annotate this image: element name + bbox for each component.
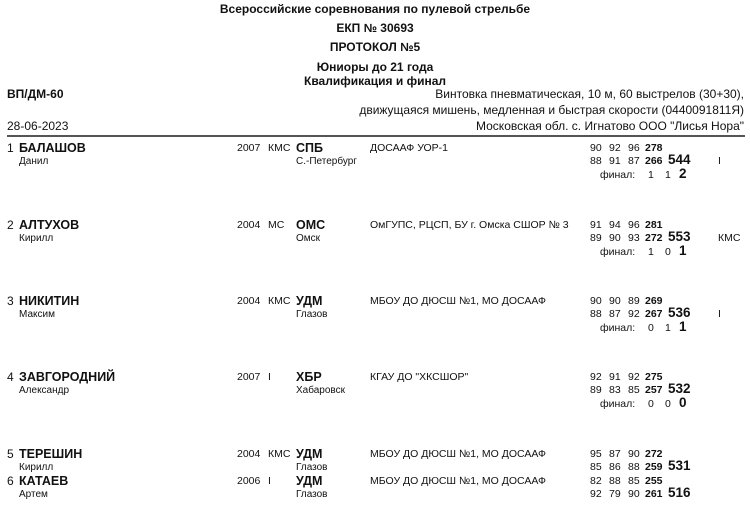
region-code: УДМ [296, 447, 323, 461]
birth-year: 2006 [237, 475, 261, 487]
region-code: УДМ [296, 294, 323, 308]
athlete-row [0, 474, 750, 514]
series1-score-1: 90 [590, 142, 602, 154]
region-code: УДМ [296, 474, 323, 488]
series1-score-3: 90 [628, 448, 640, 460]
region-code: ОМС [296, 218, 326, 232]
series2-sum: 266 [645, 155, 663, 167]
series2-score-2: 90 [609, 232, 621, 244]
series1-score-3: 96 [628, 219, 640, 231]
place: 1 [7, 141, 14, 155]
final-score-1: 1 [648, 246, 654, 258]
sport-rank: КМС [268, 142, 291, 154]
series1-score-2: 90 [609, 295, 621, 307]
header-divider [7, 135, 745, 137]
category-awarded: I [718, 155, 721, 167]
athlete-surname: ЗАВГОРОДНИЙ [19, 370, 116, 384]
series2-score-3: 92 [628, 308, 640, 320]
athlete-firstname: Артем [19, 489, 48, 500]
series1-score-3: 85 [628, 475, 640, 487]
series1-score-2: 94 [609, 219, 621, 231]
series1-score-1: 82 [590, 475, 602, 487]
athlete-surname: БАЛАШОВ [19, 141, 86, 155]
series2-score-2: 83 [609, 384, 621, 396]
series2-score-3: 85 [628, 384, 640, 396]
athlete-firstname: Максим [19, 309, 55, 320]
athlete-row [0, 370, 750, 410]
series2-sum: 267 [645, 308, 663, 320]
sport-rank: КМС [268, 295, 291, 307]
final-score-2: 0 [665, 246, 671, 258]
series1-score-3: 96 [628, 142, 640, 154]
final-score-1: 0 [648, 398, 654, 410]
city: Омск [296, 233, 321, 244]
club: ДОСААФ УОР-1 [370, 142, 449, 154]
club: КГАУ ДО "ХКСШОР" [370, 371, 469, 383]
athlete-firstname: Александр [19, 385, 70, 396]
series2-score-3: 88 [628, 461, 640, 473]
region-code: СПБ [296, 141, 323, 155]
final-score-2: 1 [665, 169, 671, 181]
final-total: 1 [679, 319, 687, 334]
qualification-total: 553 [668, 229, 691, 244]
series2-score-1: 89 [590, 384, 602, 396]
series1-sum: 275 [645, 371, 663, 383]
series2-score-3: 87 [628, 155, 640, 167]
birth-year: 2004 [237, 448, 261, 460]
category-awarded: КМС [718, 232, 741, 244]
final-label: финал: [600, 322, 636, 334]
event-description-line2: движущаяся мишень, медленная и быстрая скорости (0440091811Я) [359, 103, 744, 117]
series1-sum: 255 [645, 475, 663, 487]
series2-score-1: 85 [590, 461, 602, 473]
athlete-firstname: Данил [19, 156, 49, 167]
final-score-2: 1 [665, 322, 671, 334]
series2-sum: 259 [645, 461, 663, 473]
series1-score-1: 90 [590, 295, 602, 307]
athlete-row [0, 294, 750, 334]
final-label: финал: [600, 398, 636, 410]
qualification-total: 544 [668, 152, 691, 167]
athlete-surname: НИКИТИН [19, 294, 80, 308]
club: ОмГУПС, РЦСП, БУ г. Омска СШОР № 3 [370, 219, 569, 231]
birth-year: 2007 [237, 371, 261, 383]
series1-score-2: 91 [609, 371, 621, 383]
series2-sum: 257 [645, 384, 663, 396]
birth-year: 2007 [237, 142, 261, 154]
final-total: 2 [679, 166, 687, 181]
series1-score-1: 92 [590, 371, 602, 383]
competition-title: Всероссийские соревнования по пулевой стрельбе [219, 2, 531, 16]
series1-sum: 272 [645, 448, 663, 460]
place: 6 [7, 474, 14, 488]
series1-score-2: 87 [609, 448, 621, 460]
final-score-1: 0 [648, 322, 654, 334]
city: Глазов [296, 462, 328, 473]
sport-rank: МС [268, 219, 285, 231]
stage-title: Квалификация и финал [304, 74, 446, 88]
series1-score-1: 95 [590, 448, 602, 460]
series2-score-1: 88 [590, 308, 602, 320]
birth-year: 2004 [237, 219, 261, 231]
birth-year: 2004 [237, 295, 261, 307]
athlete-firstname: Кирилл [19, 462, 54, 473]
qualification-total: 531 [668, 458, 691, 473]
place: 2 [7, 218, 14, 232]
athlete-surname: ТЕРЕШИН [19, 447, 83, 461]
sport-rank: I [268, 475, 271, 487]
venue: Московская обл. с. Игнатово ООО "Лисья Нора" [476, 119, 744, 133]
series2-score-2: 86 [609, 461, 621, 473]
city: Глазов [296, 309, 328, 320]
series2-sum: 272 [645, 232, 663, 244]
qualification-total: 516 [668, 485, 691, 500]
series2-sum: 261 [645, 488, 663, 500]
final-label: финал: [600, 246, 636, 258]
final-score-2: 0 [665, 398, 671, 410]
series2-score-2: 87 [609, 308, 621, 320]
city: Глазов [296, 489, 328, 500]
series2-score-1: 88 [590, 155, 602, 167]
city: Хабаровск [296, 385, 345, 396]
series1-sum: 269 [645, 295, 663, 307]
final-total: 0 [679, 395, 687, 410]
series1-sum: 281 [645, 219, 663, 231]
protocol-title: ПРОТОКОЛ №5 [329, 40, 421, 54]
series1-score-3: 89 [628, 295, 640, 307]
series1-sum: 278 [645, 142, 663, 154]
qualification-total: 536 [668, 305, 691, 320]
city: С.-Петербург [296, 156, 357, 167]
club: МБОУ ДО ДЮСШ №1, МО ДОСААФ [370, 448, 547, 460]
series1-score-2: 88 [609, 475, 621, 487]
category-awarded: I [718, 308, 721, 320]
series2-score-2: 79 [609, 488, 621, 500]
event-code: ВП/ДМ-60 [7, 87, 64, 101]
series2-score-3: 90 [628, 488, 640, 500]
place: 3 [7, 294, 14, 308]
event-description-line1: Винтовка пневматическая, 10 м, 60 выстрелов (30+30), [435, 87, 744, 101]
series1-score-1: 91 [590, 219, 602, 231]
series2-score-2: 91 [609, 155, 621, 167]
competition-date: 28-06-2023 [7, 119, 69, 133]
place: 5 [7, 447, 14, 461]
series2-score-1: 92 [590, 488, 602, 500]
sport-rank: I [268, 371, 271, 383]
qualification-total: 532 [668, 381, 691, 396]
athlete-firstname: Кирилл [19, 233, 54, 244]
club: МБОУ ДО ДЮСШ №1, МО ДОСААФ [370, 295, 547, 307]
club: МБОУ ДО ДЮСШ №1, МО ДОСААФ [370, 475, 547, 487]
age-category: Юниоры до 21 года [316, 60, 434, 74]
sport-rank: КМС [268, 448, 291, 460]
athlete-row [0, 218, 750, 258]
athlete-row [0, 141, 750, 181]
final-score-1: 1 [648, 169, 654, 181]
final-total: 1 [679, 243, 687, 258]
series2-score-3: 93 [628, 232, 640, 244]
athlete-surname: КАТАЕВ [19, 474, 69, 488]
ekp-number: ЕКП № 30693 [336, 21, 414, 35]
series1-score-3: 92 [628, 371, 640, 383]
athlete-surname: АЛТУХОВ [19, 218, 80, 232]
series2-score-1: 89 [590, 232, 602, 244]
series1-score-2: 92 [609, 142, 621, 154]
final-label: финал: [600, 169, 636, 181]
place: 4 [7, 370, 14, 384]
region-code: ХБР [296, 370, 322, 384]
